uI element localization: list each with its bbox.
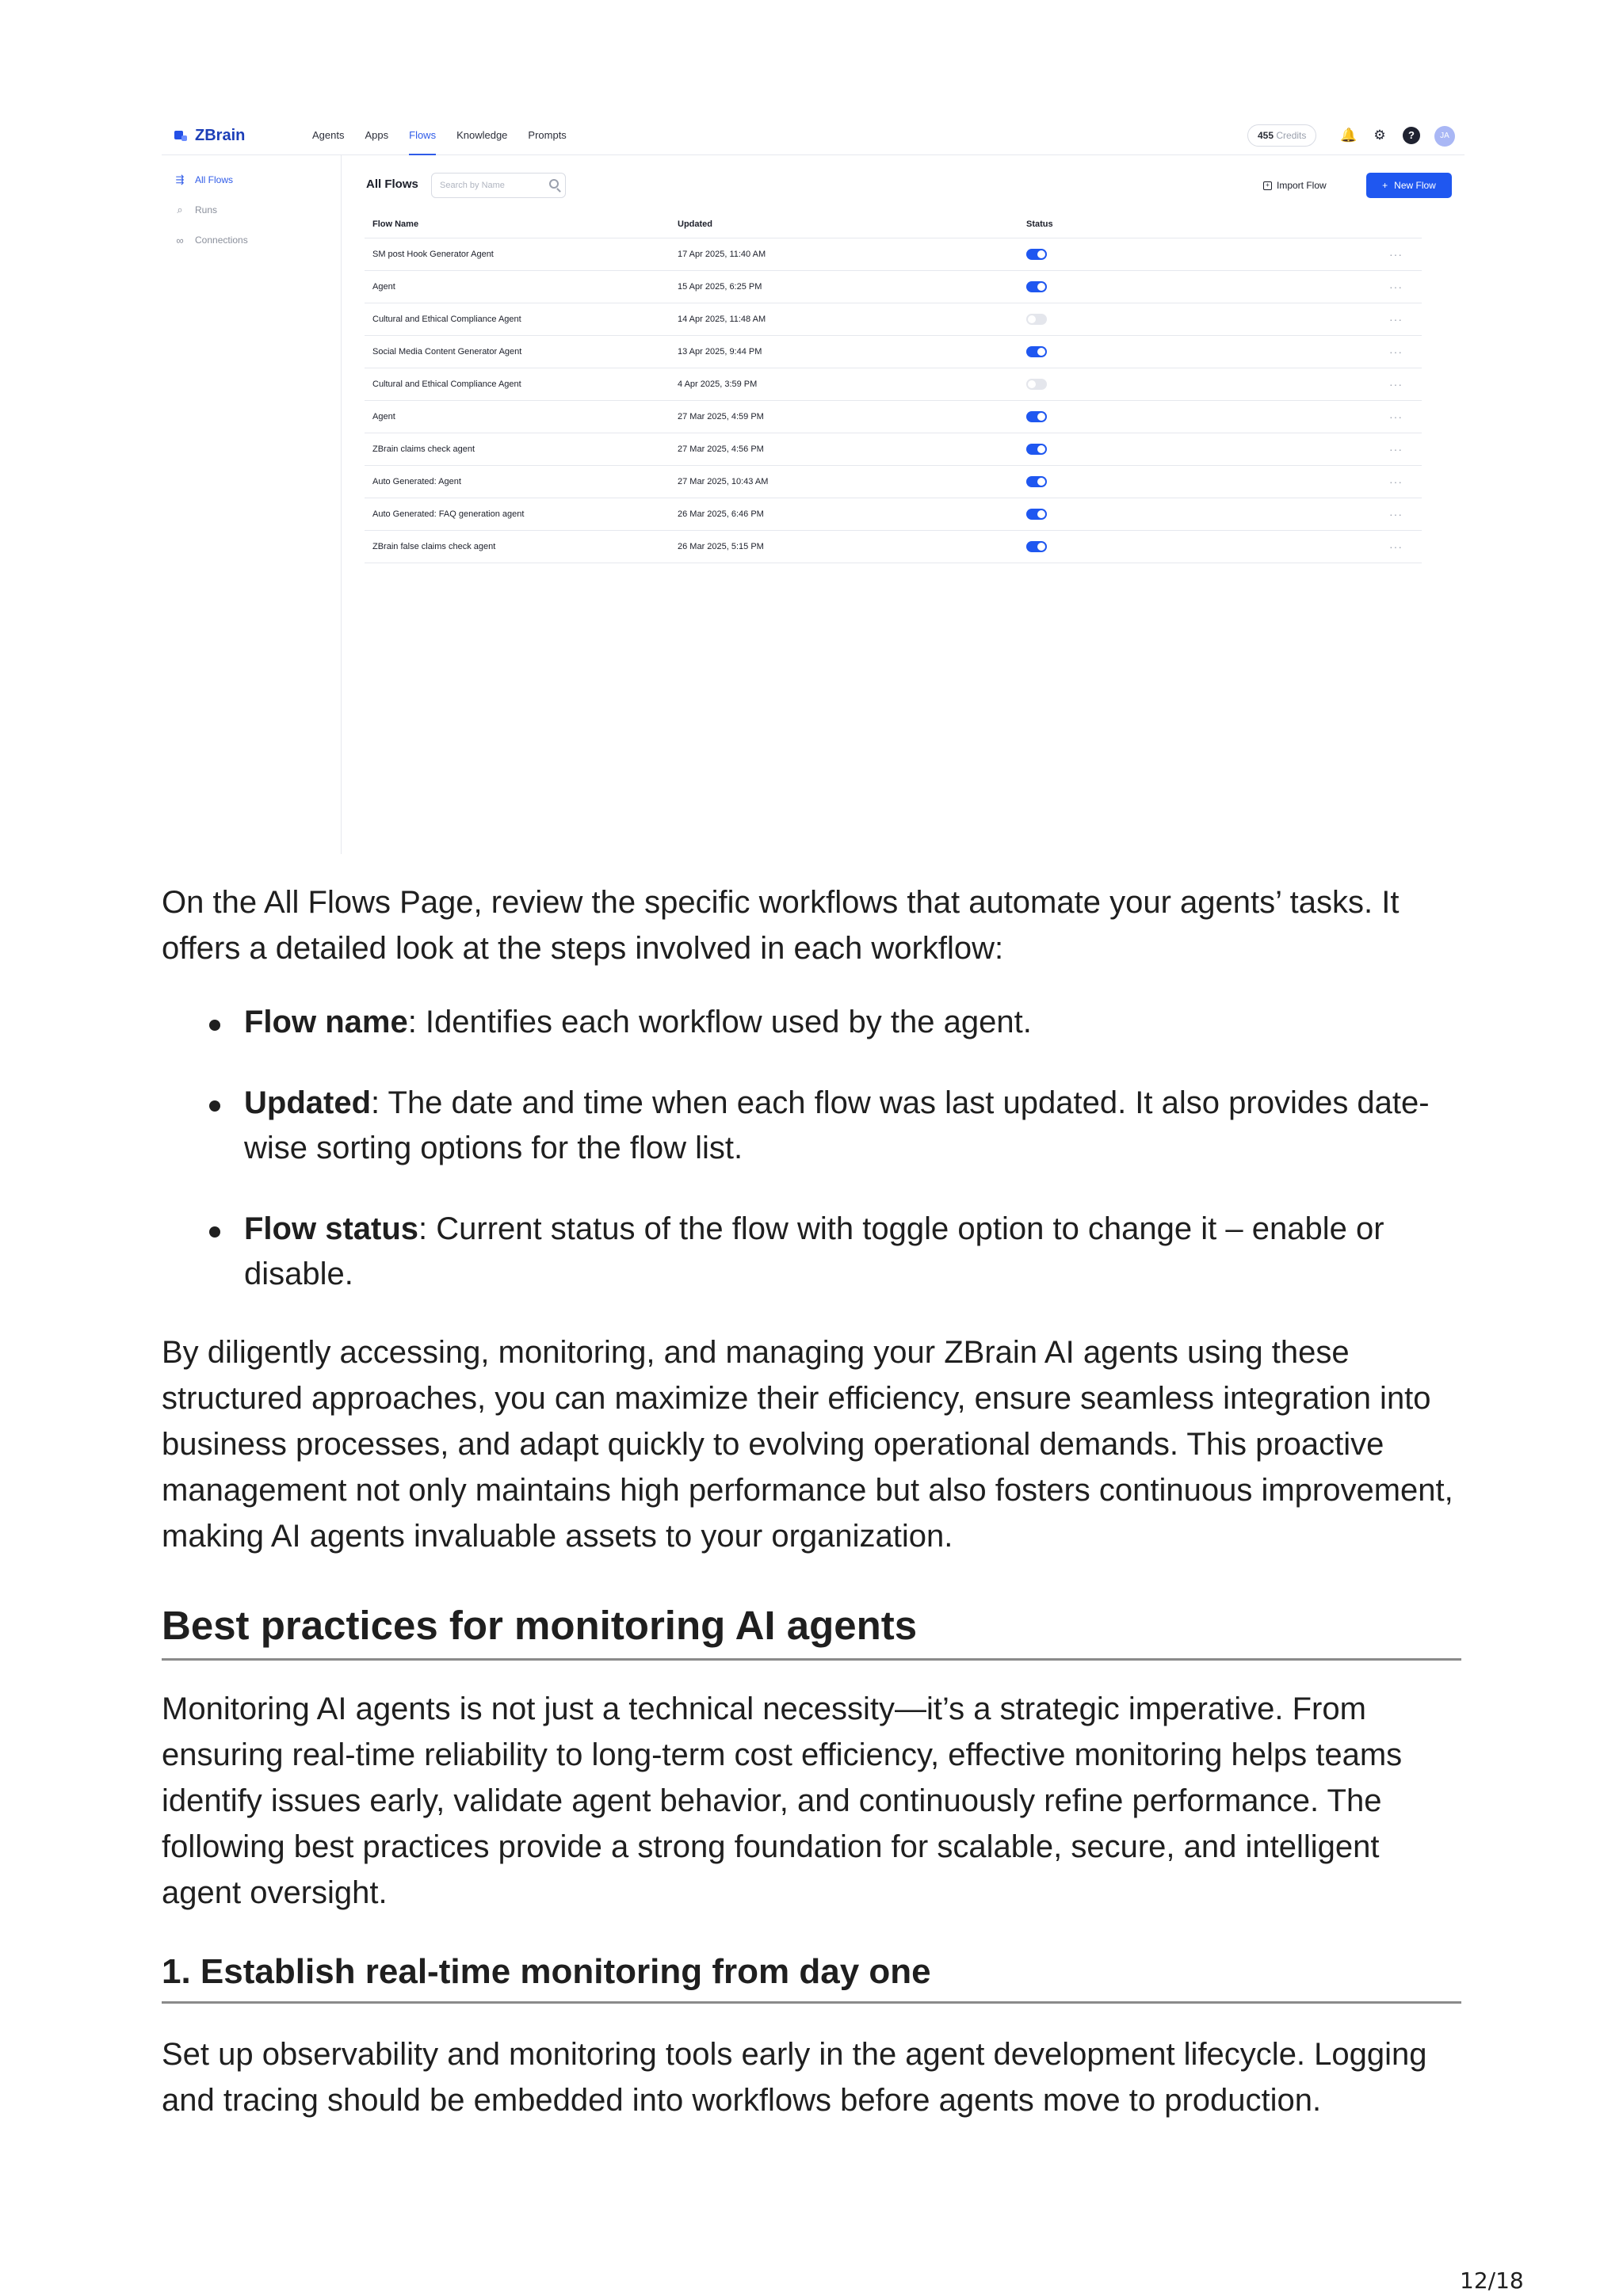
more-options-icon[interactable]: ··· xyxy=(1389,540,1403,553)
actions-cell xyxy=(1335,400,1422,433)
flow-name-cell[interactable]: Cultural and Ethical Compliance Agent xyxy=(365,368,670,400)
nav-agents[interactable]: Agents xyxy=(312,129,345,141)
field-list xyxy=(162,1000,1461,1333)
credits-label: Credits xyxy=(1276,130,1307,141)
status-cell xyxy=(1018,465,1335,498)
column-header-actions xyxy=(1335,211,1422,238)
actions-cell xyxy=(1335,303,1422,335)
page-number: 12/18 xyxy=(1460,2267,1524,2294)
list-item-text: : The date and time when each flow was last updated. It also provides date-wise sorting options for the flow list. xyxy=(244,1085,1430,1165)
updated-cell: 27 Mar 2025, 4:59 PM xyxy=(670,400,1018,433)
more-options-icon[interactable]: ··· xyxy=(1389,410,1403,423)
list-item-text: : Identifies each workflow used by the agent. xyxy=(407,1005,1032,1039)
status-toggle[interactable] xyxy=(1026,249,1047,260)
more-options-icon[interactable]: ··· xyxy=(1389,345,1403,358)
status-toggle[interactable] xyxy=(1026,314,1047,325)
zbrain-logo[interactable] xyxy=(174,127,245,145)
import-flow-label: Import Flow xyxy=(1277,180,1327,191)
table-row[interactable] xyxy=(365,433,1422,465)
status-toggle[interactable] xyxy=(1026,541,1047,552)
flow-name-cell[interactable]: SM post Hook Generator Agent xyxy=(365,238,670,270)
table-row[interactable] xyxy=(365,238,1422,270)
status-toggle[interactable] xyxy=(1026,411,1047,422)
sidebar-item-all-flows[interactable] xyxy=(174,171,233,189)
flows-table-body xyxy=(365,238,1422,563)
notification-icon[interactable]: 🔔 xyxy=(1340,128,1358,143)
updated-cell: 17 Apr 2025, 11:40 AM xyxy=(670,238,1018,270)
credits-badge[interactable] xyxy=(1247,124,1316,147)
nav-flows[interactable]: Flows xyxy=(409,117,436,155)
intro-paragraph: On the All Flows Page, review the specific workflows that automate your agents’ tasks. It offers a detailed look at the steps involved in each workflow: xyxy=(162,885,1400,966)
column-header-flow-name[interactable]: Flow Name xyxy=(365,211,670,238)
flow-name-cell[interactable]: Cultural and Ethical Compliance Agent xyxy=(365,303,670,335)
table-row[interactable] xyxy=(365,303,1422,335)
more-options-icon[interactable]: ··· xyxy=(1389,280,1403,293)
list-item xyxy=(162,1081,1461,1171)
gear-icon[interactable]: ⚙ xyxy=(1373,128,1386,143)
list-item xyxy=(162,1207,1461,1297)
sidebar-item-runs[interactable] xyxy=(174,201,217,219)
subsection-heading: 1. Establish real-time monitoring from day one xyxy=(162,1952,1461,2004)
sidebar xyxy=(162,155,342,854)
search-icon: ⌕ xyxy=(177,204,183,215)
link-icon: ∞ xyxy=(176,234,184,246)
flows-screenshot xyxy=(162,117,1465,854)
new-flow-label: New Flow xyxy=(1394,180,1436,191)
import-flow-button[interactable] xyxy=(1263,174,1327,196)
updated-cell: 4 Apr 2025, 3:59 PM xyxy=(670,368,1018,400)
status-cell xyxy=(1018,238,1335,270)
status-cell xyxy=(1018,400,1335,433)
flow-name-cell[interactable]: ZBrain claims check agent xyxy=(365,433,670,465)
logo-text: ZBrain xyxy=(195,127,246,144)
page-title: All Flows xyxy=(366,177,418,191)
avatar[interactable]: JA xyxy=(1434,126,1455,147)
sidebar-item-connections[interactable] xyxy=(174,231,248,249)
status-cell xyxy=(1018,335,1335,368)
status-toggle[interactable] xyxy=(1026,476,1047,487)
updated-cell: 26 Mar 2025, 5:15 PM xyxy=(670,530,1018,563)
list-item xyxy=(162,1000,1461,1045)
status-cell xyxy=(1018,303,1335,335)
status-cell xyxy=(1018,433,1335,465)
section-heading: Best practices for monitoring AI agents xyxy=(162,1602,1461,1661)
more-options-icon[interactable]: ··· xyxy=(1389,247,1403,261)
nav-prompts[interactable]: Prompts xyxy=(528,129,567,141)
flow-name-cell[interactable]: ZBrain false claims check agent xyxy=(365,530,670,563)
sidebar-item-label: Connections xyxy=(195,235,248,246)
actions-cell xyxy=(1335,368,1422,400)
status-toggle[interactable] xyxy=(1026,379,1047,390)
top-navigation-bar xyxy=(162,117,1465,155)
search-icon[interactable] xyxy=(549,179,559,189)
credits-value: 455 xyxy=(1258,130,1274,141)
more-options-icon[interactable]: ··· xyxy=(1389,475,1403,488)
table-header-row xyxy=(365,211,1422,238)
search-input[interactable] xyxy=(432,174,535,197)
logo-icon xyxy=(174,131,189,142)
table-row[interactable] xyxy=(365,530,1422,563)
status-toggle[interactable] xyxy=(1026,281,1047,292)
table-row[interactable] xyxy=(365,335,1422,368)
main-nav xyxy=(312,117,567,155)
table-row[interactable] xyxy=(365,400,1422,433)
more-options-icon[interactable]: ··· xyxy=(1389,312,1403,326)
nav-knowledge[interactable]: Knowledge xyxy=(456,129,508,141)
updated-cell: 27 Mar 2025, 4:56 PM xyxy=(670,433,1018,465)
flow-name-cell[interactable]: Auto Generated: FAQ generation agent xyxy=(365,498,670,530)
status-toggle[interactable] xyxy=(1026,346,1047,357)
flow-name-cell[interactable]: Auto Generated: Agent xyxy=(365,465,670,498)
summary-paragraph: By diligently accessing, monitoring, and managing your ZBrain AI agents using these structured approaches, you can maximize their efficiency, ensure seamless integration into business processes, and adapt quickly to evolving operational demands. This proactive management not only maintains high performance but also fosters continuous improvement, making AI agents invaluable assets to your organization. xyxy=(162,1335,1453,1554)
updated-cell: 26 Mar 2025, 6:46 PM xyxy=(670,498,1018,530)
status-toggle[interactable] xyxy=(1026,509,1047,520)
table-row[interactable] xyxy=(365,270,1422,303)
plus-icon: + xyxy=(1382,180,1388,191)
status-cell xyxy=(1018,498,1335,530)
more-options-icon[interactable]: ··· xyxy=(1389,507,1403,521)
column-header-updated[interactable]: Updated xyxy=(670,211,1018,238)
sidebar-item-label: Runs xyxy=(195,204,218,215)
column-header-status: Status xyxy=(1018,211,1335,238)
actions-cell xyxy=(1335,335,1422,368)
actions-cell xyxy=(1335,465,1422,498)
import-icon: + xyxy=(1263,181,1272,190)
status-cell xyxy=(1018,270,1335,303)
table-row[interactable] xyxy=(365,498,1422,530)
list-item-term: Flow name xyxy=(244,1005,408,1039)
more-options-icon[interactable]: ··· xyxy=(1389,377,1403,391)
list-item-text: : Current status of the flow with toggle option to change it – enable or disable. xyxy=(244,1211,1384,1291)
new-flow-button[interactable] xyxy=(1366,173,1452,198)
actions-cell xyxy=(1335,530,1422,563)
sidebar-item-label: All Flows xyxy=(195,174,234,185)
table-row[interactable] xyxy=(365,465,1422,498)
subsection-paragraph: Set up observability and monitoring tools early in the agent development lifecycle. Logging and tracing should be embedded into workflows before agents move to production. xyxy=(162,2037,1427,2118)
actions-cell xyxy=(1335,238,1422,270)
updated-cell: 15 Apr 2025, 6:25 PM xyxy=(670,270,1018,303)
status-cell xyxy=(1018,368,1335,400)
list-item-term: Flow status xyxy=(244,1211,419,1246)
status-toggle[interactable] xyxy=(1026,444,1047,455)
actions-cell xyxy=(1335,498,1422,530)
flow-name-cell[interactable]: Social Media Content Generator Agent xyxy=(365,335,670,368)
updated-cell: 14 Apr 2025, 11:48 AM xyxy=(670,303,1018,335)
actions-cell xyxy=(1335,270,1422,303)
updated-cell: 27 Mar 2025, 10:43 AM xyxy=(670,465,1018,498)
list-item-term: Updated xyxy=(244,1085,371,1120)
updated-cell: 13 Apr 2025, 9:44 PM xyxy=(670,335,1018,368)
table-row[interactable] xyxy=(365,368,1422,400)
status-cell xyxy=(1018,530,1335,563)
section-paragraph: Monitoring AI agents is not just a technical necessity—it’s a strategic imperative. From ensuring real-time reliability to long-term cost efficiency, effective monitoring helps teams identify issues early, validate agent behavior, and continuously refine performance. The following best practices provide a strong foundation for scalable, secure, and intelligent agent oversight. xyxy=(162,1691,1403,1910)
actions-cell xyxy=(1335,433,1422,465)
nav-apps[interactable]: Apps xyxy=(365,129,389,141)
flows-table xyxy=(365,211,1422,563)
search-box[interactable] xyxy=(431,173,566,198)
help-icon[interactable]: ? xyxy=(1403,127,1420,144)
flow-name-cell[interactable]: Agent xyxy=(365,400,670,433)
flow-name-cell[interactable]: Agent xyxy=(365,270,670,303)
more-options-icon[interactable]: ··· xyxy=(1389,442,1403,456)
flow-icon: ⇶ xyxy=(175,174,185,185)
